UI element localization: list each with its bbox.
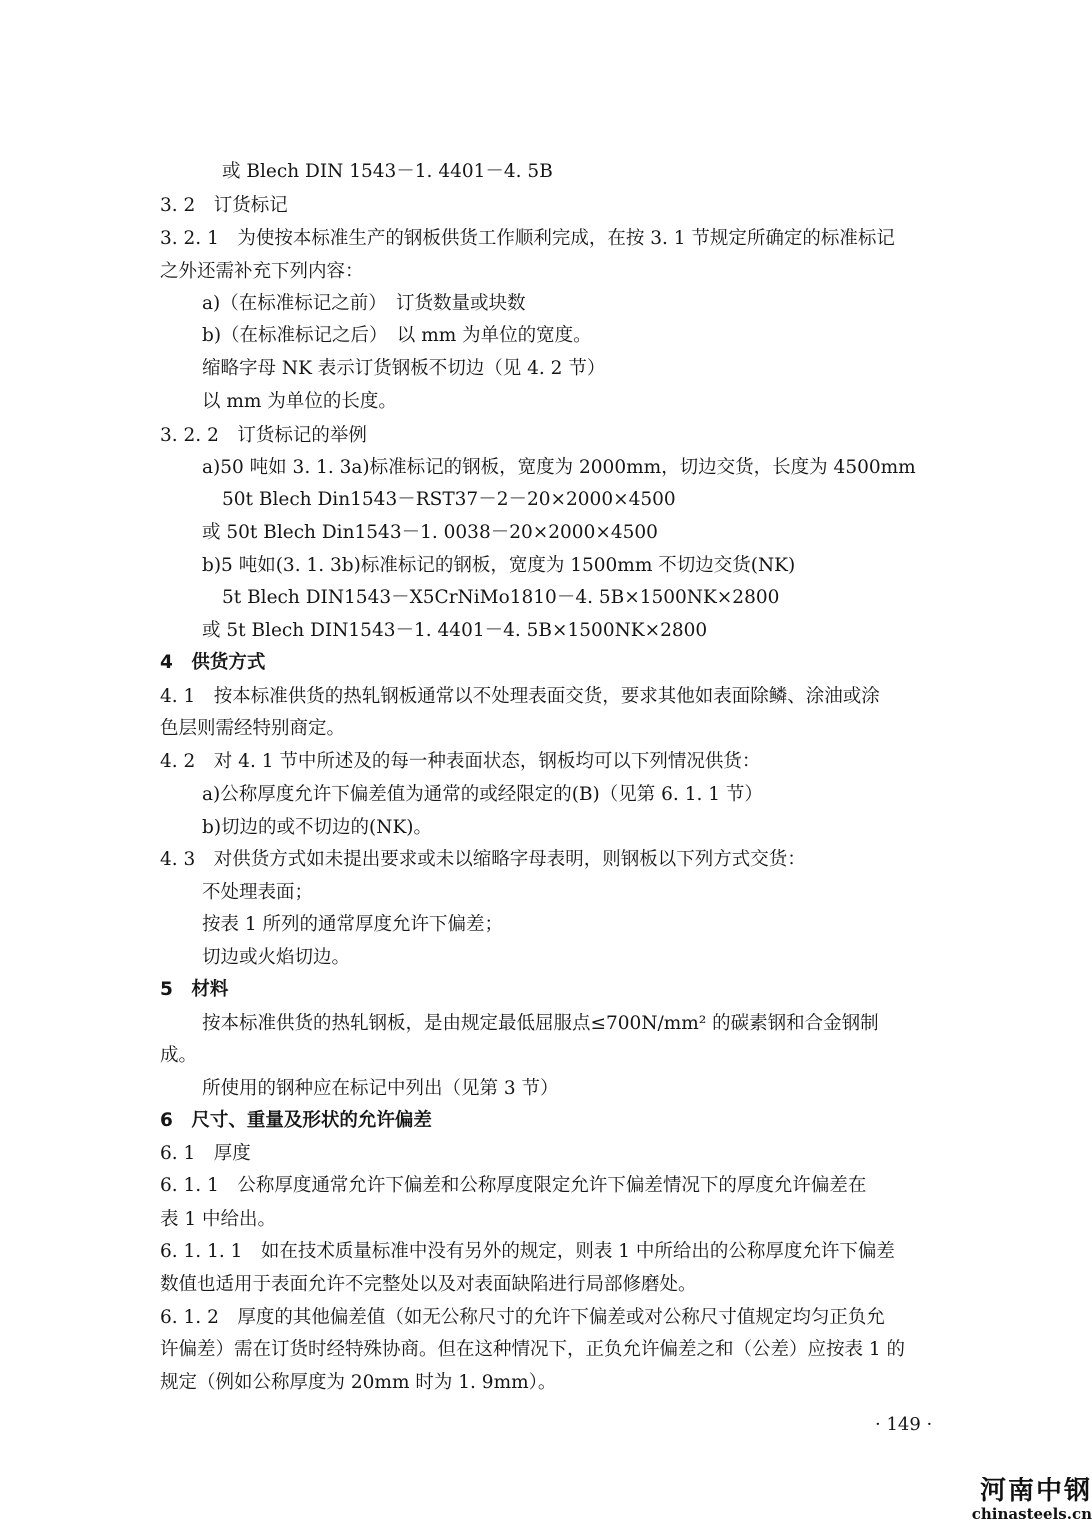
text-line: 4. 1 按本标准供货的热轧钢板通常以不处理表面交货，要求其他如表面除鳞、涂油或涂 [160, 686, 880, 707]
text-line: b)切边的或不切边的(NK)。 [202, 817, 433, 838]
watermark-en: chinasteels.cn [971, 1505, 1092, 1523]
text-line: 数值也适用于表面允许不完整处以及对表面缺陷进行局部修磨处。 [160, 1274, 697, 1295]
text-line: 许偏差）需在订货时经特殊协商。但在这种情况下，正负允许偏差之和（公差）应按表 1 的 [160, 1339, 906, 1360]
text-line: 或 50t Blech Din1543－1. 0038－20×2000×4500 [202, 522, 658, 543]
text-line: 切边或火焰切边。 [202, 947, 351, 968]
text-line: a)50 吨如 3. 1. 3a)标准标记的钢板，宽度为 2000mm，切边交货，长度为 4500mm [202, 457, 916, 478]
text-line: 4. 2 对 4. 1 节中所述及的每一种表面状态，钢板均可以下列情况供货： [160, 751, 761, 772]
text-line: 色层则需经特别商定。 [160, 718, 346, 739]
text-line: 之外还需补充下列内容： [160, 261, 364, 282]
text-line: 5t Blech DIN1543－X5CrNiMo1810－4. 5B×1500NK×2800 [222, 587, 780, 608]
watermark-cn: 河南中钢 [979, 1477, 1092, 1506]
text-line: a)（在标准标记之前） 订货数量或块数 [202, 293, 526, 314]
text-line: 以 mm 为单位的长度。 [202, 391, 397, 412]
text-line: b)（在标准标记之后） 以 mm 为单位的宽度。 [202, 325, 592, 346]
text-line: 成。 [160, 1045, 198, 1066]
text-line: 6. 1. 1. 1 如在技术质量标准中没有另外的规定，则表 1 中所给出的公称厚度允许下偏差 [160, 1241, 895, 1262]
text-line: 或 5t Blech DIN1543－1. 4401－4. 5B×1500NK×2800 [202, 620, 708, 641]
section-heading: 4 供货方式 [160, 652, 266, 673]
text-line: 按本标准供货的热轧钢板，是由规定最低屈服点≤700N/mm² 的碳素钢和合金钢制 [202, 1013, 879, 1034]
text-line: a)公称厚度允许下偏差值为通常的或经限定的(B)（见第 6. 1. 1 节） [202, 784, 763, 805]
text-line: 规定（例如公称厚度为 20mm 时为 1. 9mm）。 [160, 1372, 557, 1393]
section-heading: 6 尺寸、重量及形状的允许偏差 [160, 1110, 432, 1131]
text-line: 或 Blech DIN 1543－1. 4401－4. 5B [222, 161, 553, 182]
text-line: b)5 吨如(3. 1. 3b)标准标记的钢板，宽度为 1500mm 不切边交货(NK) [202, 555, 796, 576]
text-line: 3. 2. 1 为使按本标准生产的钢板供货工作顺利完成，在按 3. 1 节规定所确定的标准标记 [160, 228, 895, 249]
section-heading: 3. 2 订货标记 [160, 195, 288, 216]
watermark-logo [955, 1477, 1092, 1525]
text-line: 按表 1 所列的通常厚度允许下偏差； [202, 914, 504, 935]
text-line: 50t Blech Din1543－RST37－2－20×2000×4500 [222, 489, 676, 510]
text-line: 6. 1. 1 公称厚度通常允许下偏差和公称厚度限定允许下偏差情况下的厚度允许偏差在 [160, 1175, 867, 1196]
text-line: 所使用的钢种应在标记中列出（见第 3 节） [202, 1078, 559, 1099]
section-heading: 3. 2. 2 订货标记的举例 [160, 425, 367, 446]
text-line: 缩略字母 NK 表示订货钢板不切边（见 4. 2 节） [202, 358, 606, 379]
text-line: 4. 3 对供货方式如未提出要求或未以缩略字母表明，则钢板以下列方式交货： [160, 849, 806, 870]
text-line: 不处理表面； [202, 882, 314, 903]
text-line: 表 1 中给出。 [160, 1209, 277, 1230]
section-heading: 6. 1 厚度 [160, 1143, 251, 1164]
section-heading: 5 材料 [160, 979, 229, 1000]
text-line: 6. 1. 2 厚度的其他偏差值（如无公称尺寸的允许下偏差或对公称尺寸值规定均匀正负允 [160, 1307, 885, 1328]
page-number: · 149 · [875, 1414, 933, 1435]
